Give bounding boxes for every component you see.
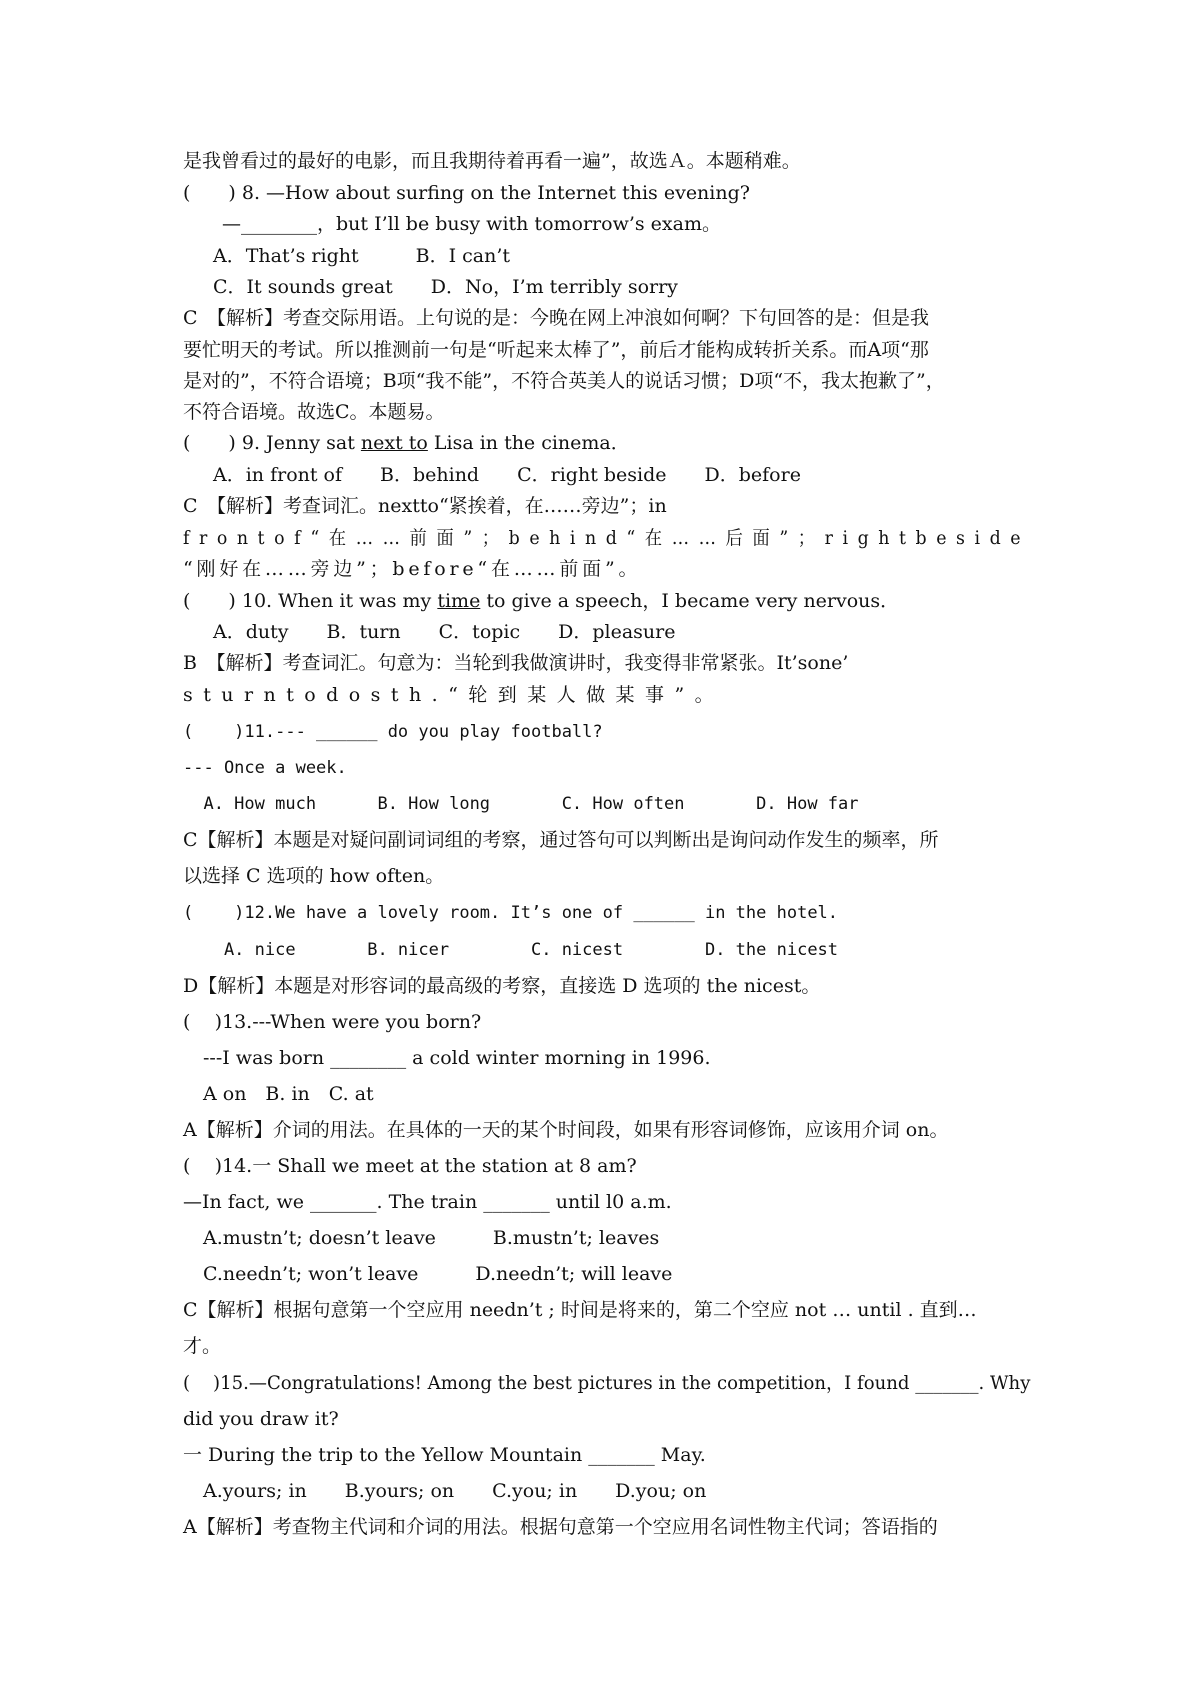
question-8-options-cd: C．It sounds great D．No，I’m terribly sorry <box>213 276 678 298</box>
question-13-stem: ( )13.---When were you born? <box>183 1011 482 1033</box>
answer-14-analysis-line2: 才。 <box>183 1335 222 1357</box>
question-10-stem <box>183 588 899 614</box>
question-8-options-ab: A．That’s right B．I can’t <box>213 245 511 267</box>
answer-13-analysis: A【解析】介词的用法。在具体的一天的某个时间段，如果有形容词修饰，应该用介词 on。 <box>183 1119 949 1141</box>
answer-9-analysis-line3: “刚好在……旁边”；before“在……前面”。 <box>183 558 642 580</box>
answer-7-analysis-end: 是我曾看过的最好的电影，而且我期待着再看一遍”，故选Ａ。本题稍难。 <box>183 150 801 172</box>
question-14-options-cd: C.needn’t; won’t leave D.needn’t; will leave <box>203 1263 673 1285</box>
question-10-stem-before: ( ) 10. When it was my <box>183 590 438 612</box>
answer-9-analysis-line1: C 【解析】考查词汇。nextto“紧挨着，在……旁边”；in <box>183 495 667 517</box>
question-10-stem-after: to give a speech，I became very nervous． <box>480 590 900 612</box>
question-9-stem-before: ( ) 9. Jenny sat <box>183 432 361 454</box>
question-15-stem-line2: did you draw it? <box>183 1408 339 1430</box>
question-14-reply: —In fact, we _______. The train _______ until l0 a.m. <box>183 1191 672 1213</box>
answer-8-analysis-line1: C 【解析】考查交际用语。上句说的是：今晚在网上冲浪如何啊？下句回答的是：但是我 <box>183 307 930 329</box>
question-10-underlined-word: time <box>437 590 481 612</box>
question-11-options: A. How much B. How long C. How often D. How far <box>183 794 859 814</box>
answer-10-analysis-line1: B 【解析】考查词汇。句意为：当轮到我做演讲时，我变得非常紧张。It’sone’ <box>183 652 849 674</box>
question-9-stem-after: Lisa in the cinema． <box>427 432 630 454</box>
answer-11-analysis-line1: C【解析】本题是对疑问副词词组的考察，通过答句可以判断出是询问动作发生的频率，所 <box>183 829 939 851</box>
question-15-stem-line1: ( )15.—Congratulations! Among the best pictures in the competition，I found _______. Why <box>183 1372 1031 1394</box>
question-9-underlined-phrase: next to <box>360 432 428 454</box>
question-11-reply: --- Once a week. <box>183 758 347 778</box>
question-13-reply: ---I was born ________ a cold winter morning in 1996. <box>203 1047 711 1069</box>
question-14-options-ab: A.mustn’t; doesn’t leave B.mustn’t; leaves <box>203 1227 660 1249</box>
answer-10-analysis-line2: sturntodosth.“轮到某人做某事”。 <box>183 684 725 706</box>
question-9-options: A．in front of B．behind C．right beside D．before <box>213 464 801 486</box>
question-15-options: A.yours; in B.yours; on C.you; in D.you; on <box>203 1480 707 1502</box>
answer-8-analysis-line2: 要忙明天的考试。所以推测前一句是“听起来太棒了”，前后才能构成转折关系。而A项“那 <box>183 339 929 361</box>
question-15-reply: 一 During the trip to the Yellow Mountain _______ May. <box>183 1444 706 1466</box>
answer-8-analysis-line3: 是对的”，不符合语境；B项“我不能”，不符合英美人的说话习惯；D项“不，我太抱歉了”， <box>183 370 945 392</box>
answer-14-analysis-line1: C【解析】根据句意第一个空应用 needn’t ; 时间是将来的，第二个空应 not … until . 直到… <box>183 1299 977 1321</box>
answer-9-analysis-line2: frontof“在……前面”；behind“在……后面”；rightbeside <box>183 527 1031 549</box>
question-10-options: A．duty B．turn C．topic D．pleasure <box>213 621 676 643</box>
question-11-stem: ( )11.--- ______ do you play football? <box>183 722 603 742</box>
question-12-options: A. nice B. nicer C. nicest D. the nicest <box>183 940 839 960</box>
question-12-stem: ( )12.We have a lovely room. It’s one of ______ in the hotel. <box>183 903 839 923</box>
answer-12-analysis: D【解析】本题是对形容词的最高级的考察，直接选 D 选项的 the nicest。 <box>183 975 821 997</box>
question-14-stem: ( )14.一 Shall we meet at the station at 8 am? <box>183 1155 637 1177</box>
answer-8-analysis-line4: 不符合语境。故选C。本题易。 <box>183 401 445 423</box>
answer-15-analysis: A【解析】考查物主代词和介词的用法。根据句意第一个空应用名词性物主代词；答语指的 <box>183 1516 938 1538</box>
question-9-stem <box>183 430 630 456</box>
question-8-stem: ( ) 8. —How about surfing on the Internet this evening? <box>183 182 750 204</box>
answer-11-analysis-line2: 以选择 C 选项的 how often。 <box>183 865 445 887</box>
question-8-reply: —________，but I’ll be busy with tomorrow’s exam。 <box>222 213 721 235</box>
question-13-options: A on B. in C. at <box>203 1083 374 1105</box>
